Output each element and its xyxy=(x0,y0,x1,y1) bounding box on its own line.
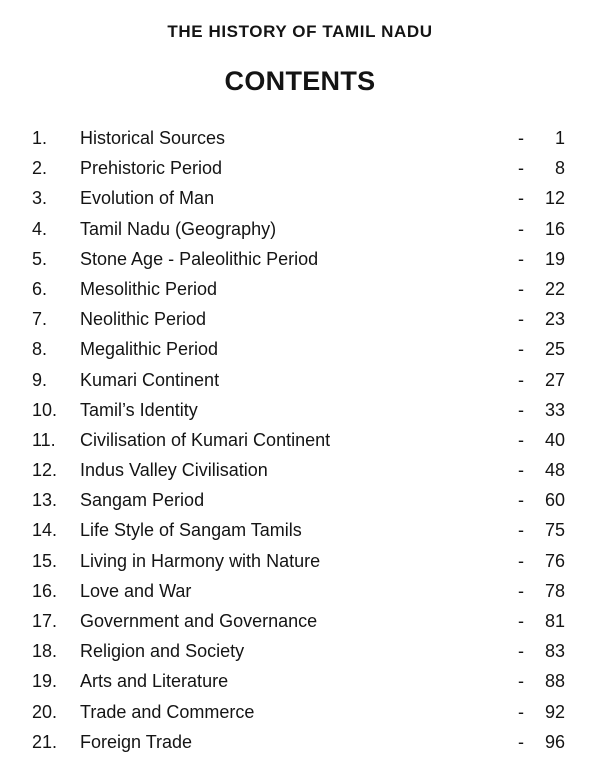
toc-entry-title: Historical Sources xyxy=(80,128,226,148)
book-title: THE HISTORY OF TAMIL NADU xyxy=(167,22,433,41)
toc-entry-number: 15. xyxy=(32,550,58,571)
toc-entry-separator: - xyxy=(518,309,524,330)
toc-entry-page: 33 xyxy=(544,399,565,420)
toc-entry xyxy=(0,395,600,425)
toc-entry-separator: - xyxy=(518,188,524,209)
toc-entry-separator: - xyxy=(518,218,524,239)
toc-entry-number: 19. xyxy=(32,671,58,692)
toc-entry xyxy=(0,304,600,334)
toc-entry-title: Living in Harmony with Nature xyxy=(80,550,321,571)
toc-entry xyxy=(0,576,600,606)
toc-entry-separator: - xyxy=(518,520,524,541)
toc-entry-title: Sangam Period xyxy=(80,490,205,511)
toc-entry-number: 18. xyxy=(32,641,58,662)
toc-entry-title: Tamil’s Identity xyxy=(80,399,198,420)
toc-entry-separator: - xyxy=(518,580,524,601)
toc-entry xyxy=(0,274,600,304)
toc-entry-number: 1. xyxy=(32,128,48,148)
toc-entry-separator: - xyxy=(518,369,524,390)
toc-entry-number: 2. xyxy=(32,158,48,179)
toc-entry-page: 27 xyxy=(544,369,565,390)
toc-entry-separator: - xyxy=(518,460,524,481)
toc-entry-page: 16 xyxy=(544,218,565,239)
toc-entry-number: 7. xyxy=(32,309,48,330)
toc-entry xyxy=(0,515,600,545)
toc-entry-title: Religion and Society xyxy=(80,641,245,662)
toc-entry-title: Evolution of Man xyxy=(80,188,215,209)
toc-entry-page: 78 xyxy=(544,580,565,601)
toc-entry-separator: - xyxy=(518,399,524,420)
toc-entry-number: 3. xyxy=(32,188,48,209)
toc-entry-number: 21. xyxy=(32,731,58,752)
toc-entry xyxy=(0,485,600,515)
toc-entry-separator: - xyxy=(518,429,524,450)
toc-entry-separator: - xyxy=(518,128,524,148)
toc-entry-title: Kumari Continent xyxy=(80,369,220,390)
toc-entry-title: Stone Age - Paleolithic Period xyxy=(80,248,319,269)
toc-entry xyxy=(0,365,600,395)
toc-entry-separator: - xyxy=(518,641,524,662)
toc-entry xyxy=(0,183,600,213)
toc-entry-separator: - xyxy=(518,611,524,631)
toc-entry-number: 8. xyxy=(32,339,48,360)
toc-entry-number: 20. xyxy=(32,701,58,722)
toc-entry-page: 92 xyxy=(544,701,565,722)
toc-entry xyxy=(0,697,600,727)
toc-entry-page: 83 xyxy=(544,641,565,662)
toc-entry xyxy=(0,425,600,455)
toc-entry-page: 8 xyxy=(554,158,565,179)
toc-entry-number: 6. xyxy=(32,278,48,299)
toc-entry xyxy=(0,606,600,636)
toc-entry-title: Mesolithic Period xyxy=(80,278,218,299)
toc-entry-page: 12 xyxy=(544,188,565,209)
toc-entry-title: Arts and Literature xyxy=(80,671,229,692)
toc-entry-separator: - xyxy=(518,671,524,692)
toc-entry xyxy=(0,334,600,364)
toc-entry-page: 75 xyxy=(544,520,565,541)
toc-entry xyxy=(0,546,600,576)
toc-entry-page: 22 xyxy=(544,278,565,299)
toc-entry-title: Megalithic Period xyxy=(80,339,219,360)
toc-entry-separator: - xyxy=(518,490,524,511)
toc-entry xyxy=(0,214,600,244)
toc-entry-number: 4. xyxy=(32,218,48,239)
toc-entry xyxy=(0,244,600,274)
toc-entry-separator: - xyxy=(518,731,524,752)
toc-entry-page: 76 xyxy=(544,550,565,571)
toc-entry-number: 14. xyxy=(32,520,58,541)
toc-entry-page: 60 xyxy=(544,490,565,511)
toc-entry-page: 96 xyxy=(544,731,565,752)
toc-entry-page: 23 xyxy=(544,309,565,330)
toc-entry-title: Foreign Trade xyxy=(80,731,193,752)
toc-entry-separator: - xyxy=(518,339,524,360)
toc-entry-title: Civilisation of Kumari Continent xyxy=(80,429,331,450)
toc-entry-number: 13. xyxy=(32,490,58,511)
toc-entry-number: 9. xyxy=(32,369,48,390)
toc-entry-number: 10. xyxy=(32,399,58,420)
toc-entry-number: 5. xyxy=(32,248,48,269)
toc-entry-page: 48 xyxy=(544,460,565,481)
contents-heading: CONTENTS xyxy=(224,66,376,96)
toc-entry-separator: - xyxy=(518,550,524,571)
toc-entry xyxy=(0,153,600,183)
toc-entry-separator: - xyxy=(518,701,524,722)
toc-entry-title: Government and Governance xyxy=(80,611,318,631)
toc-entry-title: Indus Valley Civilisation xyxy=(80,460,268,481)
toc-entry-title: Trade and Commerce xyxy=(80,701,255,722)
toc-entry-page: 25 xyxy=(544,339,565,360)
toc-entry xyxy=(0,666,600,696)
toc-entry xyxy=(0,636,600,666)
toc-entry-page: 19 xyxy=(544,248,565,269)
toc-entry-separator: - xyxy=(518,278,524,299)
toc-entry-number: 12. xyxy=(32,460,58,481)
toc-entry-title: Neolithic Period xyxy=(80,309,207,330)
toc-entry-page: 81 xyxy=(544,611,565,631)
table-of-contents xyxy=(0,123,600,757)
toc-entry-number: 17. xyxy=(32,611,58,631)
toc-entry-title: Prehistoric Period xyxy=(80,158,223,179)
toc-entry-number: 16. xyxy=(32,580,58,601)
toc-entry xyxy=(0,123,600,153)
toc-entry-title: Love and War xyxy=(80,580,192,601)
toc-entry-page: 1 xyxy=(554,128,565,148)
toc-entry-separator: - xyxy=(518,248,524,269)
toc-entry-title: Life Style of Sangam Tamils xyxy=(80,520,302,541)
toc-entry-title: Tamil Nadu (Geography) xyxy=(80,218,277,239)
toc-entry-page: 88 xyxy=(544,671,565,692)
toc-entry-number: 11. xyxy=(32,429,56,450)
toc-entry-page: 40 xyxy=(544,429,565,450)
toc-entry xyxy=(0,455,600,485)
toc-entry xyxy=(0,727,600,757)
toc-entry-separator: - xyxy=(518,158,524,179)
